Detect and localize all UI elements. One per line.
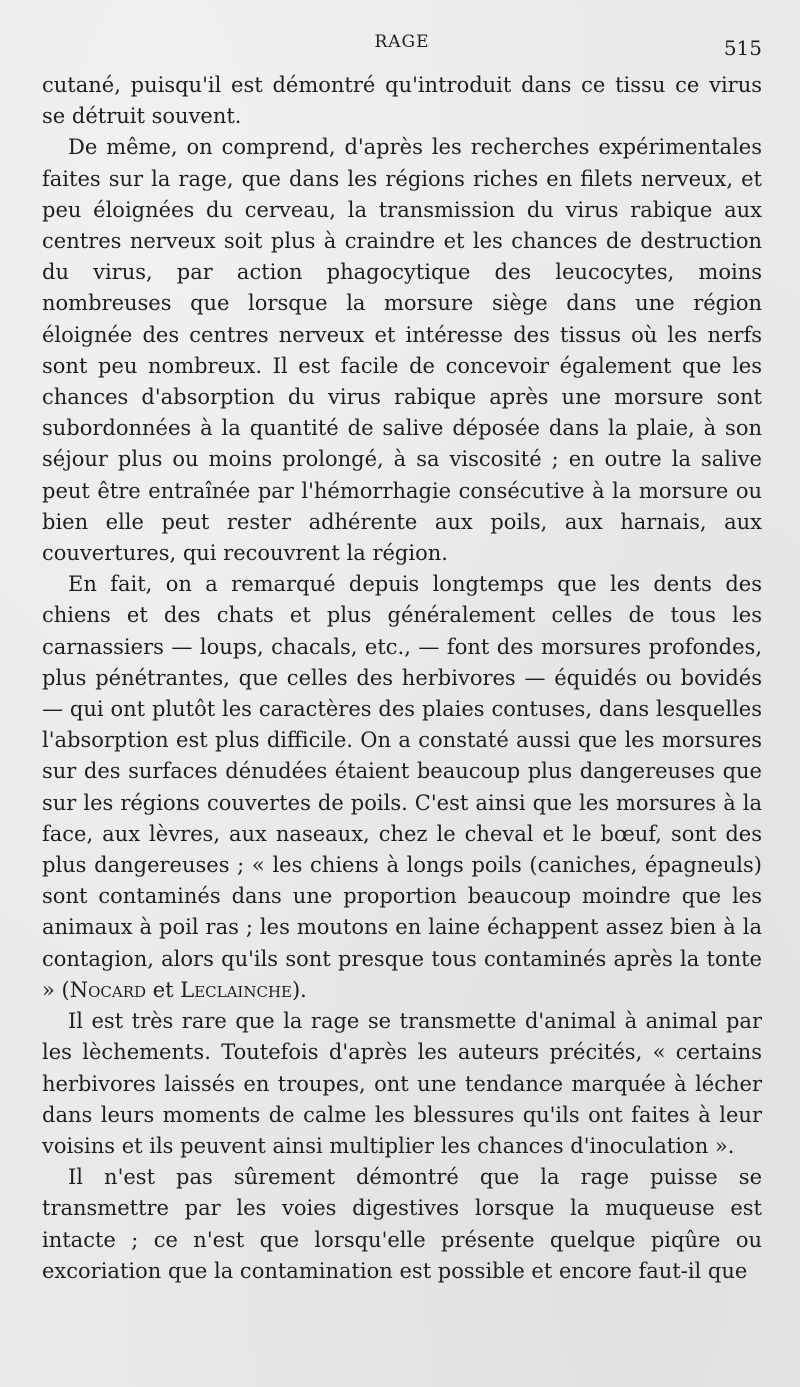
paragraph-text: En fait, on a remarqué depuis longtemps que les dents des chiens et des chats et plus généralement celles de tous les carnassiers — loups, chacals, etc., — font des morsures profondes, plus pénétrantes, que celles des herbivores — équidés ou bovidés — qui ont plutôt les caractères des plaies contuses, dans lesquelles l'absorption est plus difficile. On a constaté aussi que les morsures sur des surfaces dénudées étaient beaucoup plus dangereuses que sur les régions couvertes de poils. C'est ainsi que les morsures à la face, aux lèvres, aux naseaux, chez le cheval et le bœuf, sont des plus dangereuses ; « les chiens à longs poils (caniches, épagneuls) sont contaminés dans une proportion beaucoup moindre que les animaux à poil ras ; les moutons en laine échappent assez bien à la contagion, alors qu'ils sont presque tous contaminés après la tonte » ( [42,572,762,1002]
paragraph-continued: cutané, puisqu'il est démontré qu'introduit dans ce tissu ce virus se détruit souvent. [42,73,762,129]
page-number: 515 [723,36,762,60]
paragraph: De même, on comprend, d'après les recherches expérimentales faites sur la rage, que dans les régions riches en filets nerveux, et peu éloignées du cerveau, la transmission du virus rabique aux centres nerveux soit plus à craindre et les chances de destruction du virus, par action phagocytique des leucocytes, moins nombreuses que lorsque la morsure siège dans une région éloignée des centres nerveux et intéresse des tissus où les nerfs sont peu nombreux. Il est facile de concevoir également que les chances d'absorption du virus rabique après une morsure sont subordonnées à la quantité de salive déposée dans la plaie, à son séjour plus ou moins prolongé, à sa viscosité ; en outre la salive peut être entraînée par l'hémorrhagie consécutive à la morsure ou bien elle peut rester adhérente aux poils, aux harnais, aux couvertures, qui recouvrent la région. [42,135,762,566]
paragraph: Il est très rare que la rage se transmette d'animal à animal par les lèchements. Toutefois d'après les auteurs précités, « certains herbivores laissés en troupes, ont une tendance marquée à lécher dans leurs moments de calme les blessures qu'ils ont faites à leur voisins et ils peuvent ainsi multiplier les chances d'inoculation ». [42,1009,762,1158]
paragraph: Il n'est pas sûrement démontré que la rage puisse se transmettre par les voies digestives lorsque la muqueuse est intacte ; ce n'est que lorsqu'elle présente quelque piqûre ou excoriation que la contamination est possible et encore faut-il que [42,1165,762,1283]
citation-conjunction: et [146,977,181,1002]
citation-closing: ). [291,977,307,1002]
body-text [42,70,762,1287]
citation-author: Nocard [69,977,147,1002]
citation-author: Leclainche [180,977,292,1002]
paragraph [42,569,762,1006]
running-title: RAGE [374,32,430,52]
running-head [42,32,762,62]
